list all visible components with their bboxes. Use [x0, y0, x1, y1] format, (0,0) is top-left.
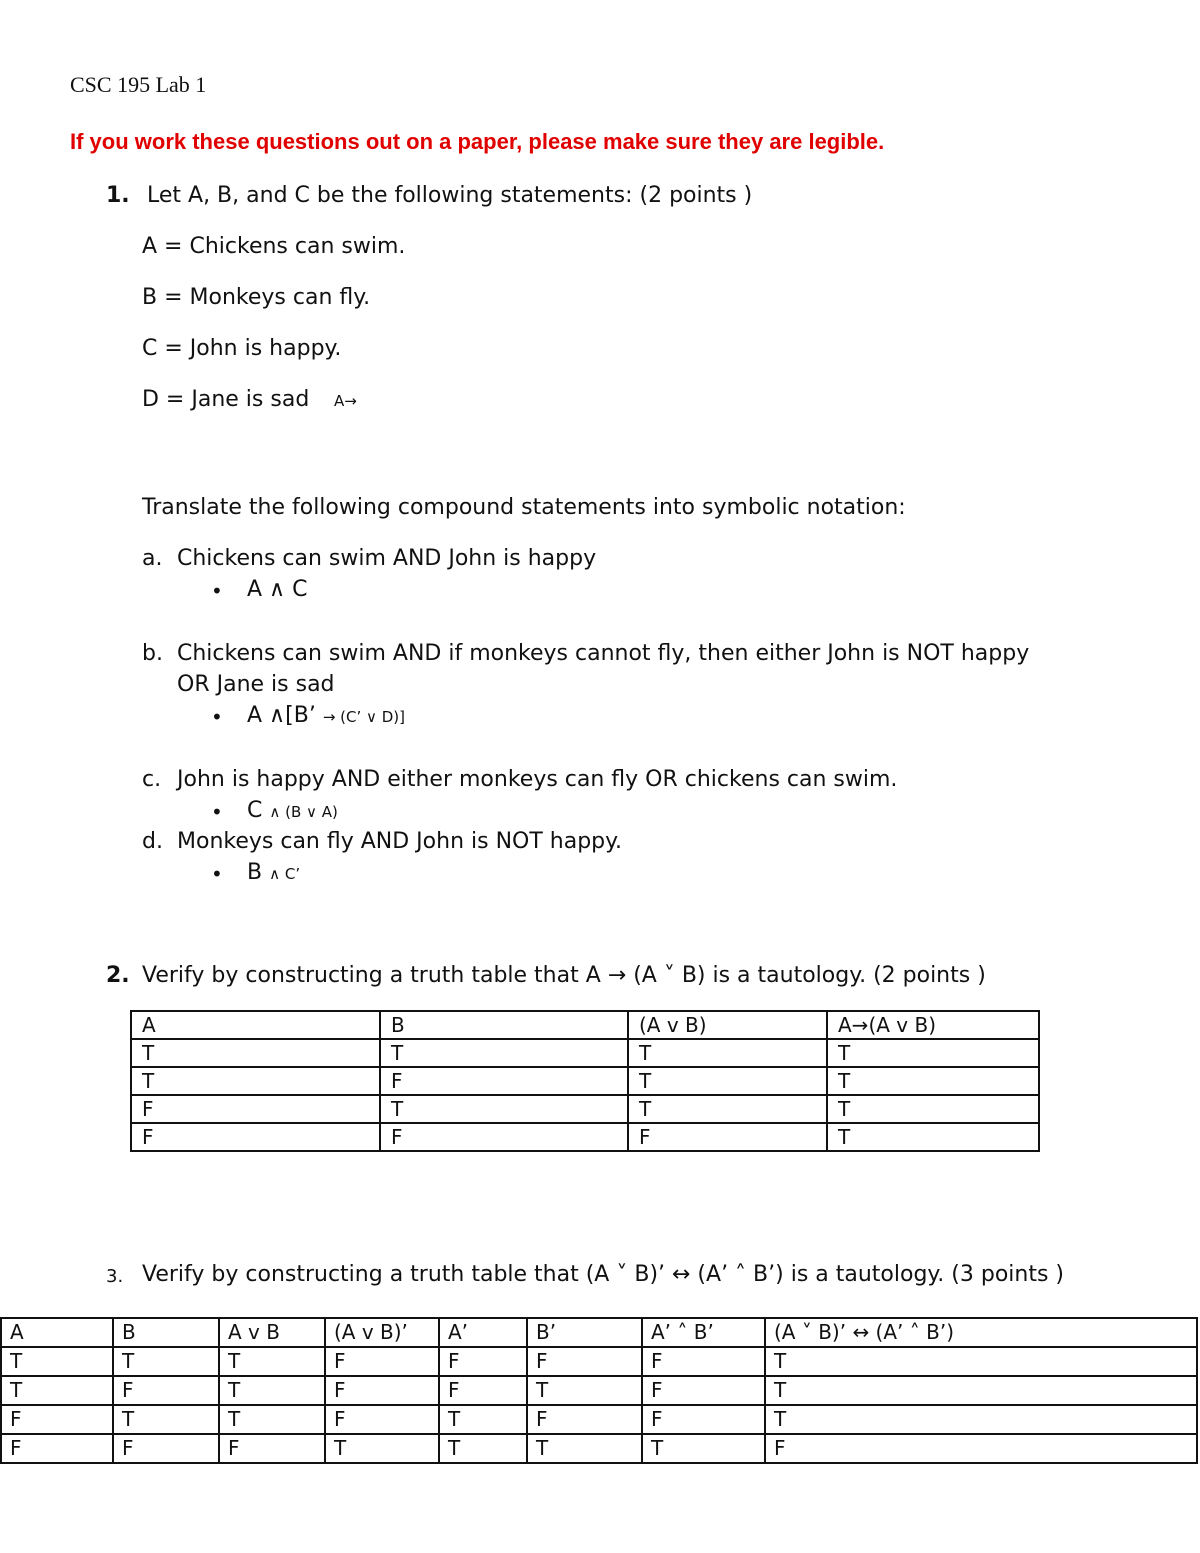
- item-c-text: John is happy AND either monkeys can fly OR chickens can swim.: [177, 767, 898, 792]
- table-cell: T: [765, 1376, 1197, 1405]
- table-cell: T: [628, 1039, 827, 1067]
- table-row: [1, 1405, 1197, 1434]
- table-row: [1, 1376, 1197, 1405]
- q1-number: 1.: [106, 183, 130, 208]
- table-cell: F: [642, 1376, 765, 1405]
- q2-number: 2.: [106, 963, 130, 988]
- table-row: [131, 1067, 1039, 1095]
- table-cell: F: [1, 1405, 113, 1434]
- table-cell: T: [527, 1376, 642, 1405]
- table-cell: T: [628, 1067, 827, 1095]
- table-row: [1, 1434, 1197, 1463]
- bullet-icon: •: [211, 579, 223, 603]
- table-cell: T: [219, 1347, 325, 1376]
- table-cell: F: [527, 1347, 642, 1376]
- table-cell: T: [1, 1376, 113, 1405]
- table-cell: F: [325, 1347, 439, 1376]
- table-header: A→(A v B): [827, 1011, 1039, 1039]
- table-cell: F: [380, 1067, 628, 1095]
- table-cell: T: [642, 1434, 765, 1463]
- table-cell: T: [439, 1405, 527, 1434]
- table-cell: T: [827, 1067, 1039, 1095]
- table-cell: F: [628, 1123, 827, 1151]
- table-cell: F: [1, 1434, 113, 1463]
- table-header: (A ˅ B)’ ↔ (A’ ˄ B’): [765, 1318, 1197, 1347]
- table-cell: T: [765, 1347, 1197, 1376]
- table-cell: T: [527, 1434, 642, 1463]
- definition-d: D = Jane is sad: [142, 387, 310, 412]
- table-cell: T: [827, 1123, 1039, 1151]
- table-header: B’: [527, 1318, 642, 1347]
- item-b-label: b.: [142, 641, 163, 666]
- table-cell: T: [628, 1095, 827, 1123]
- table-cell: T: [113, 1347, 219, 1376]
- definition-c: C = John is happy.: [142, 336, 342, 361]
- table-header: (A v B): [628, 1011, 827, 1039]
- table-cell: T: [1, 1347, 113, 1376]
- translate-instruction: Translate the following compound statements into symbolic notation:: [142, 495, 906, 520]
- bullet-icon: •: [211, 862, 223, 886]
- q3-truth-table: [0, 1317, 1198, 1464]
- table-cell: T: [380, 1039, 628, 1067]
- legibility-warning: If you work these questions out on a paper, please make sure they are legible.: [70, 129, 885, 154]
- item-d-label: d.: [142, 829, 163, 854]
- item-a-label: a.: [142, 546, 163, 571]
- item-a-answer: A ∧ C: [247, 577, 308, 602]
- table-header: (A v B)’: [325, 1318, 439, 1347]
- table-cell: F: [325, 1376, 439, 1405]
- item-c-label: c.: [142, 767, 162, 792]
- table-cell: F: [527, 1405, 642, 1434]
- table-header: A: [1, 1318, 113, 1347]
- item-b-text-continued: OR Jane is sad: [177, 672, 335, 697]
- table-header: A’: [439, 1318, 527, 1347]
- document-title: CSC 195 Lab 1: [70, 72, 207, 97]
- bullet-icon: •: [211, 800, 223, 824]
- table-row: [1, 1347, 1197, 1376]
- table-row: [131, 1039, 1039, 1067]
- table-cell: T: [827, 1039, 1039, 1067]
- item-b-text: Chickens can swim AND if monkeys cannot fly, then either John is NOT happy: [177, 641, 1030, 666]
- q3-number: 3.: [106, 1266, 124, 1287]
- stray-annotation: A→: [334, 392, 357, 410]
- item-d-text: Monkeys can fly AND John is NOT happy.: [177, 829, 623, 854]
- table-cell: F: [439, 1347, 527, 1376]
- table-cell: F: [219, 1434, 325, 1463]
- q2-prompt: Verify by constructing a truth table that A → (A ˅ B) is a tautology. (2 points ): [142, 963, 986, 988]
- item-d-answer: B ∧ C’: [247, 860, 301, 885]
- q2-truth-table: [130, 1010, 1040, 1152]
- table-cell: F: [439, 1376, 527, 1405]
- table-row: [131, 1095, 1039, 1123]
- table-cell: F: [642, 1405, 765, 1434]
- table-header: A’ ˄ B’: [642, 1318, 765, 1347]
- table-header: A v B: [219, 1318, 325, 1347]
- table-cell: T: [113, 1405, 219, 1434]
- item-c-answer: C ∧ (B ∨ A): [247, 798, 338, 823]
- table-cell: F: [765, 1434, 1197, 1463]
- definition-b: B = Monkeys can fly.: [142, 285, 371, 310]
- table-cell: F: [131, 1095, 380, 1123]
- table-header: A: [131, 1011, 380, 1039]
- table-cell: T: [131, 1039, 380, 1067]
- table-header: B: [380, 1011, 628, 1039]
- table-cell: T: [439, 1434, 527, 1463]
- bullet-icon: •: [211, 705, 223, 729]
- table-row: [131, 1123, 1039, 1151]
- table-cell: F: [113, 1376, 219, 1405]
- table-cell: F: [380, 1123, 628, 1151]
- table-cell: T: [219, 1376, 325, 1405]
- table-cell: T: [219, 1405, 325, 1434]
- table-cell: F: [642, 1347, 765, 1376]
- table-cell: F: [131, 1123, 380, 1151]
- table-cell: T: [325, 1434, 439, 1463]
- table-cell: T: [131, 1067, 380, 1095]
- table-cell: T: [827, 1095, 1039, 1123]
- q1-prompt: Let A, B, and C be the following statements: (2 points ): [147, 183, 753, 208]
- item-a-text: Chickens can swim AND John is happy: [177, 546, 597, 571]
- definition-a: A = Chickens can swim.: [142, 234, 406, 259]
- table-cell: T: [765, 1405, 1197, 1434]
- table-header-row: [1, 1318, 1197, 1347]
- table-cell: F: [113, 1434, 219, 1463]
- item-b-answer: A ∧[B’ → (C’ ∨ D)]: [247, 703, 406, 728]
- table-header-row: [131, 1011, 1039, 1039]
- table-cell: T: [380, 1095, 628, 1123]
- q3-prompt: Verify by constructing a truth table that (A ˅ B)’ ↔ (A’ ˄ B’) is a tautology. (3 points ): [142, 1262, 1065, 1287]
- table-header: B: [113, 1318, 219, 1347]
- table-cell: F: [325, 1405, 439, 1434]
